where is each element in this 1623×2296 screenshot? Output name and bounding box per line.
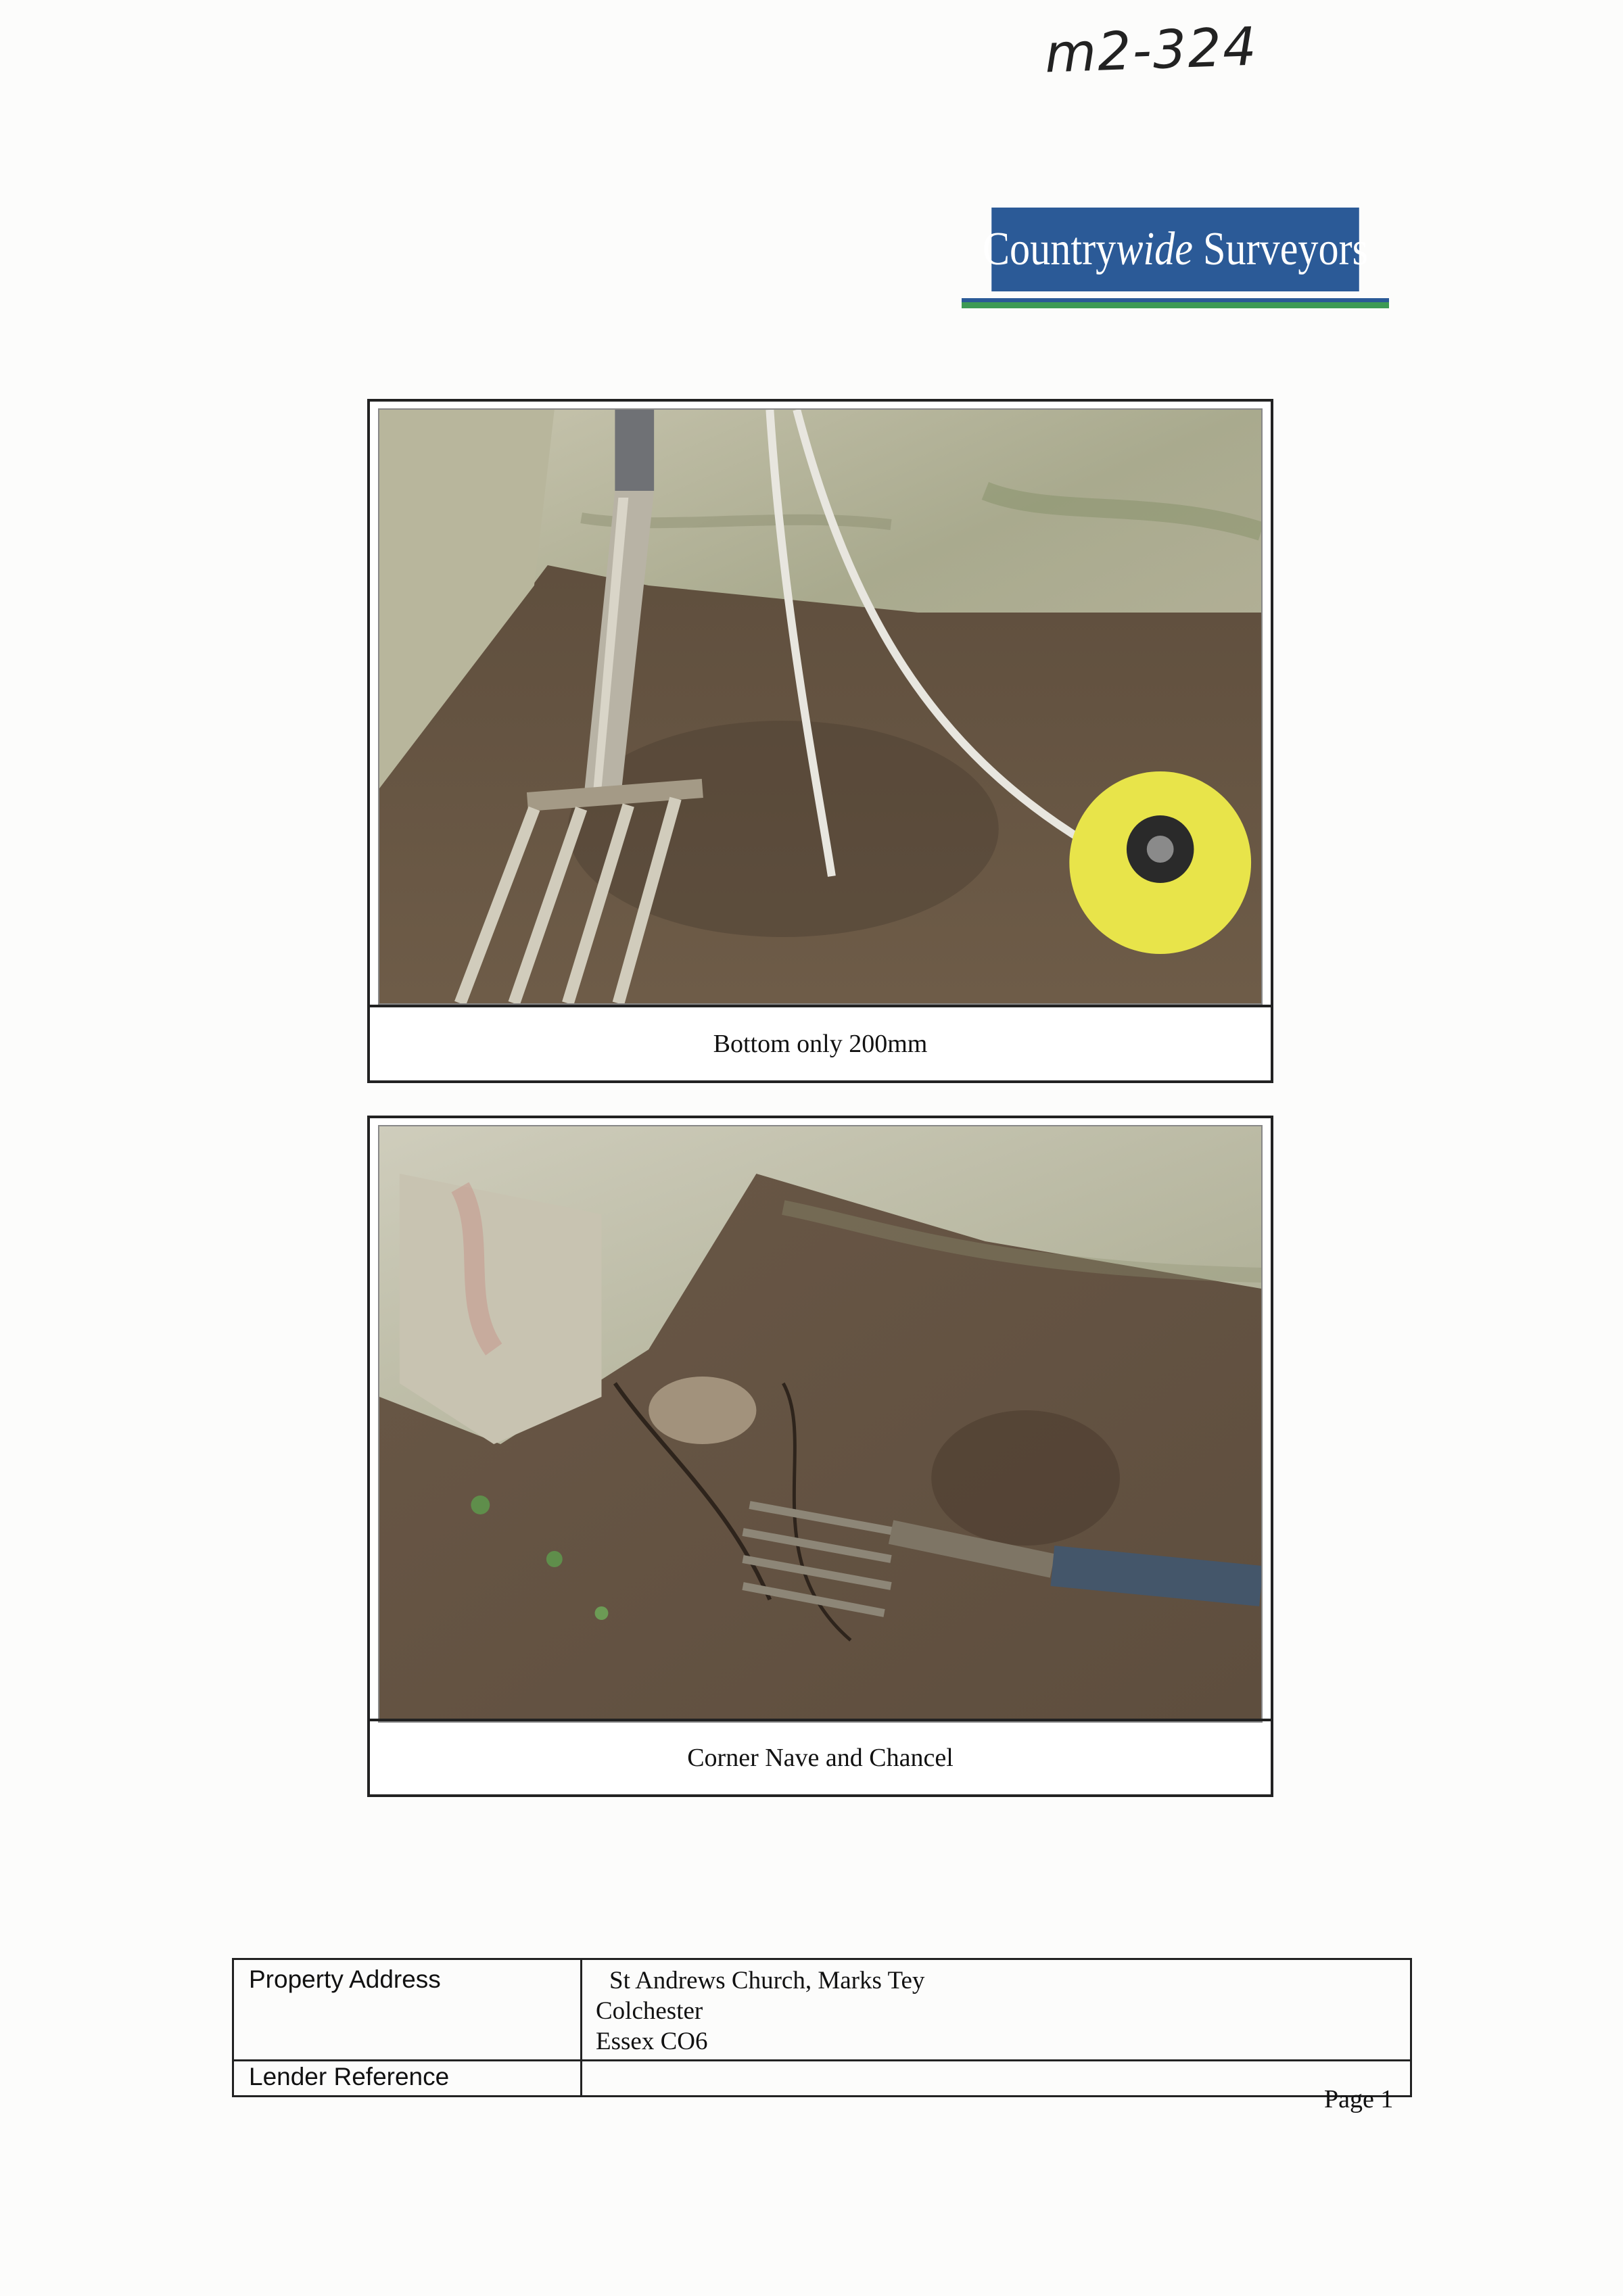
property-address-row xyxy=(233,1959,1411,2061)
property-address-label: Property Address xyxy=(233,1959,582,2061)
page-number: Page 1 xyxy=(1324,2085,1394,2113)
address-line: Colchester xyxy=(596,1997,703,2025)
logo-wordmark: Country wide Surveyors xyxy=(991,208,1359,291)
photo-fork-in-soil xyxy=(378,1125,1263,1723)
address-line: Essex CO6 xyxy=(596,2028,708,2055)
lender-reference-value xyxy=(582,2061,1411,2097)
property-address-value xyxy=(582,1959,1411,2061)
photo-panel-1 xyxy=(367,399,1273,1083)
property-info-table xyxy=(232,1958,1412,2097)
photo-panel-2 xyxy=(367,1116,1273,1797)
lender-reference-row xyxy=(233,2061,1411,2097)
photo-fork-tape-measure xyxy=(378,408,1263,1005)
lender-reference-label: Lender Reference xyxy=(233,2061,582,2097)
handwritten-reference: m2-324 xyxy=(1043,16,1259,85)
company-logo xyxy=(962,208,1389,308)
address-line: St Andrews Church, Marks Tey xyxy=(609,1967,925,1994)
photo-caption-1: Bottom only 200mm xyxy=(370,1005,1271,1080)
logo-rule-green xyxy=(962,302,1389,308)
photo-caption-2: Corner Nave and Chancel xyxy=(370,1719,1271,1794)
